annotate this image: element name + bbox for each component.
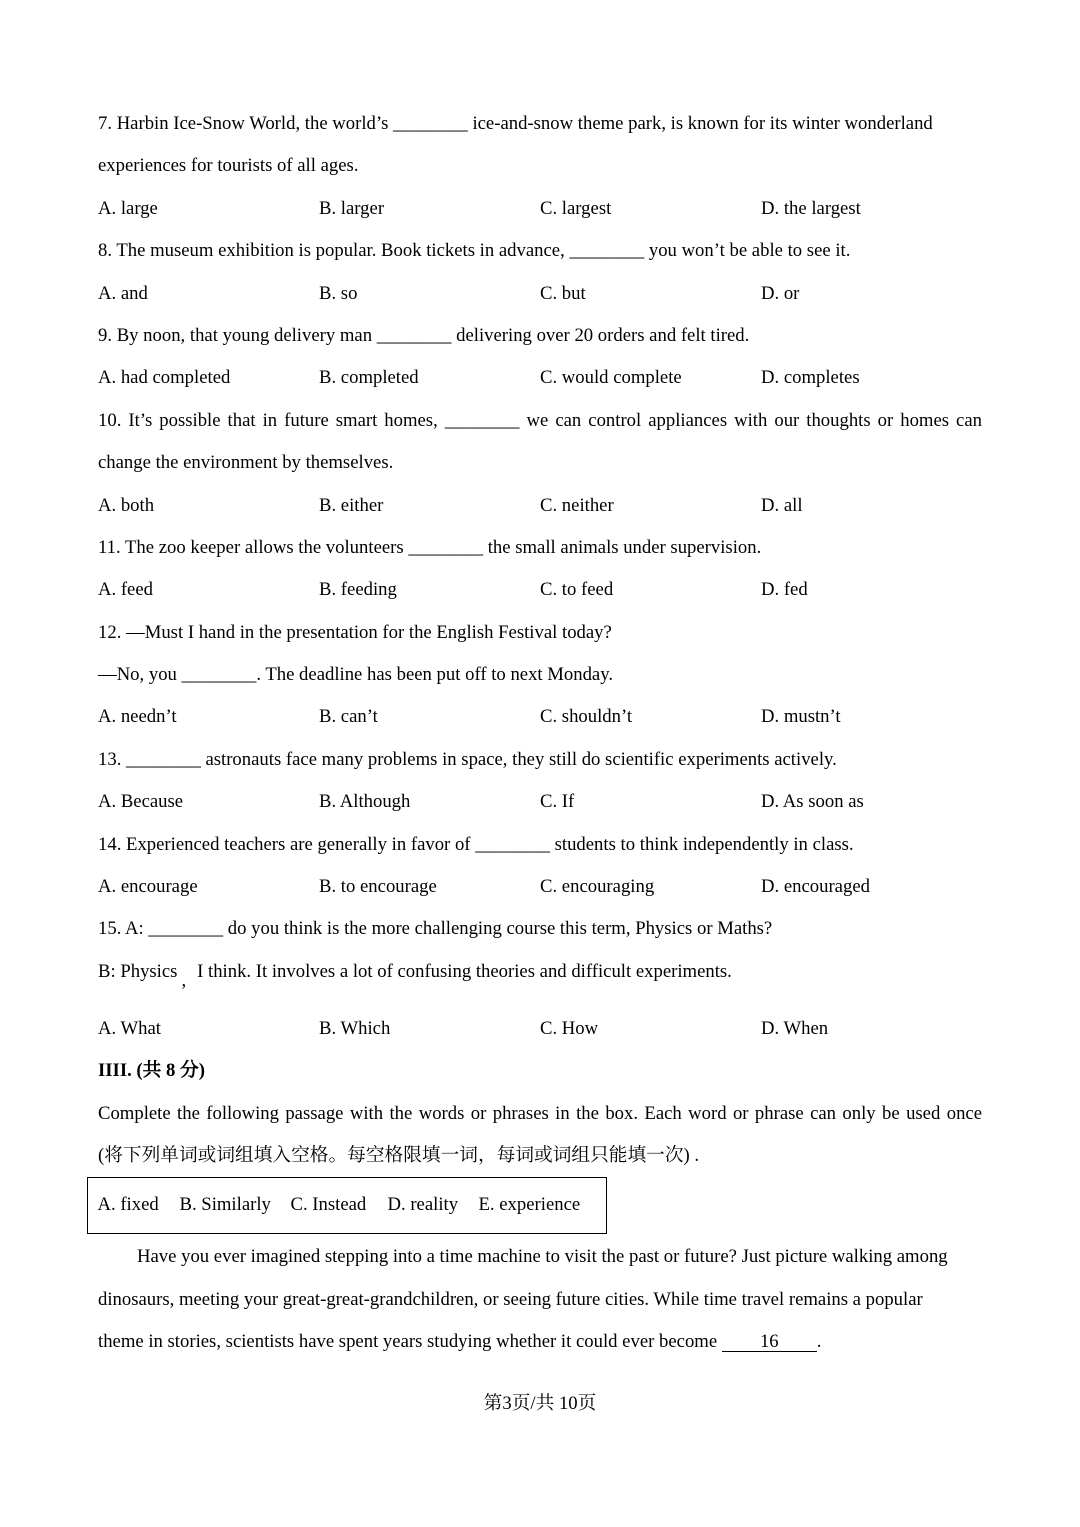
q14-option-b: B. to encourage <box>319 876 437 898</box>
q10-stem-line-2: change the environment by themselves. <box>98 452 394 474</box>
q12-stem-line-1: 12. —Must I hand in the presentation for the English Festival today? <box>98 621 612 643</box>
q15-reply-rest: I think. It involves a lot of confusing theories and difficult experiments. <box>197 960 732 982</box>
word-box-item-a: A. fixed <box>97 1194 159 1216</box>
q15-option-b: B. Which <box>319 1017 391 1039</box>
q11-option-b: B. feeding <box>319 579 397 601</box>
q15-reply-comma: , <box>181 969 187 991</box>
q12-option-c: C. shouldn’t <box>540 706 633 728</box>
word-box-item-e: E. experience <box>478 1194 581 1216</box>
q11-option-a: A. feed <box>98 579 153 601</box>
q11-stem-line-1: 11. The zoo keeper allows the volunteers ________ the small animals under supervision. <box>98 536 762 558</box>
q15-options <box>98 1008 982 1050</box>
q12-option-b: B. can’t <box>319 706 378 728</box>
q15-stem-line-1: 15. A: ________ do you think is the more challenging course this term, Physics or Maths? <box>98 918 773 940</box>
q14-option-d: D. encouraged <box>761 876 870 898</box>
passage-blank-16: 16 <box>722 1333 817 1352</box>
q8-option-c: C. but <box>540 282 586 304</box>
q14-options <box>98 866 982 908</box>
q11-option-c: C. to feed <box>540 579 614 601</box>
q15-option-d: D. When <box>761 1017 829 1039</box>
exam-page-content <box>98 103 982 1364</box>
q15-option-c: C. How <box>540 1017 599 1039</box>
q13-option-c: C. If <box>540 791 575 813</box>
section-instructions-line-1: Complete the following passage with the words or phrases in the box. Each word or phrase can only be used once <box>98 1102 982 1124</box>
q7-option-c: C. largest <box>540 197 612 219</box>
word-box <box>87 1177 607 1234</box>
q7-option-a: A. large <box>98 197 158 219</box>
passage-line-2: dinosaurs, meeting your great-great-grandchildren, or seeing future cities. While time travel remains a popular <box>98 1288 923 1310</box>
q8-option-a: A. and <box>98 282 148 304</box>
q12-options <box>98 696 982 738</box>
q9-options <box>98 357 982 399</box>
section-instructions-line-2: (将下列单词或词组填入空格。每空格限填一词，每词或词组只能填一次) . <box>98 1144 700 1166</box>
q11-options <box>98 569 982 611</box>
q9-option-d: D. completes <box>761 367 860 389</box>
q13-options <box>98 781 982 823</box>
q12-option-d: D. mustn’t <box>761 706 841 728</box>
q15-reply-line <box>98 951 982 1008</box>
q9-option-b: B. completed <box>319 367 419 389</box>
q13-stem-line-1: 13. ________ astronauts face many problems in space, they still do scientific experiments actively. <box>98 748 837 770</box>
page-footer: 第3页/共 10页 <box>483 1393 597 1414</box>
q10-options <box>98 485 982 527</box>
q7-stem-line-1: 7. Harbin Ice-Snow World, the world’s ________ ice-and-snow theme park, is known for its winter wonderland <box>98 113 933 134</box>
q9-option-a: A. had completed <box>98 367 231 389</box>
q15-option-a: A. What <box>98 1017 161 1039</box>
q7-stem-line-2: experiences for tourists of all ages. <box>98 155 359 177</box>
q14-option-c: C. encouraging <box>540 876 655 898</box>
q14-stem-line-1: 14. Experienced teachers are generally in favor of ________ students to think independently in class. <box>98 833 854 855</box>
q7-option-b: B. larger <box>319 197 385 219</box>
q8-option-b: B. so <box>319 282 358 304</box>
word-box-item-b: B. Similarly <box>179 1194 271 1216</box>
q10-stem-line-1: 10. It’s possible that in future smart homes, ________ we can control appliances with our thoughts or homes can <box>98 409 982 431</box>
word-box-item-c: C. Instead <box>290 1194 367 1216</box>
passage-line-3-text: theme in stories, scientists have spent years studying whether it could ever become <box>98 1331 718 1353</box>
q10-option-d: D. all <box>761 494 803 516</box>
q8-options <box>98 273 982 315</box>
q12-option-a: A. needn’t <box>98 706 177 728</box>
q14-option-a: A. encourage <box>98 876 198 898</box>
section-heading: IIII. (共 8 分) <box>98 1060 205 1082</box>
q13-option-a: A. Because <box>98 791 184 813</box>
q7-options <box>98 188 982 230</box>
q10-option-c: C. neither <box>540 494 614 516</box>
q9-stem-line-1: 9. By noon, that young delivery man ________ delivering over 20 orders and felt tired. <box>98 324 750 346</box>
passage-line-1: Have you ever imagined stepping into a time machine to visit the past or future? Just picture walking among <box>137 1246 948 1268</box>
q10-option-a: A. both <box>98 494 155 516</box>
q15-reply-lead: B: Physics <box>98 960 178 982</box>
q11-option-d: D. fed <box>761 579 808 601</box>
passage-line-3-end: . <box>816 1331 822 1353</box>
q13-option-b: B. Although <box>319 791 411 813</box>
q7-option-d: D. the largest <box>761 197 861 219</box>
q12-stem-line-2: —No, you ________. The deadline has been put off to next Monday. <box>98 664 614 686</box>
passage-line-3 <box>98 1321 982 1363</box>
q10-option-b: B. either <box>319 494 384 516</box>
q8-stem-line-1: 8. The museum exhibition is popular. Book tickets in advance, ________ you won’t be able to see it. <box>98 240 851 262</box>
q9-option-c: C. would complete <box>540 367 682 389</box>
q8-option-d: D. or <box>761 282 800 304</box>
word-box-item-d: D. reality <box>387 1194 459 1216</box>
q13-option-d: D. As soon as <box>761 791 864 813</box>
